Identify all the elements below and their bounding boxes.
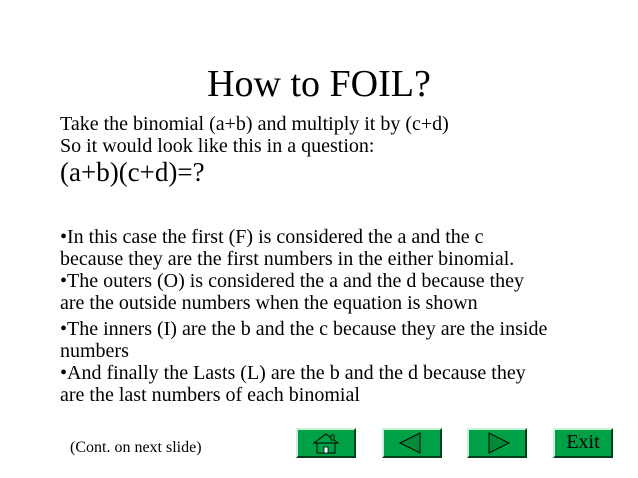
body-line: because they are the first numbers in the either binomial. <box>60 248 515 270</box>
body-line: •The outers (O) is considered the a and the d because they <box>60 270 525 292</box>
slide-title: How to FOIL? <box>207 63 431 105</box>
home-icon <box>298 430 354 456</box>
body-line: •The inners (I) are the b and the c because they are the inside <box>60 318 548 340</box>
body-line: are the outside numbers when the equation is shown <box>60 292 478 314</box>
home-button[interactable] <box>296 428 356 458</box>
back-button[interactable] <box>382 428 442 458</box>
intro-line-1: Take the binomial (a+b) and multiply it by (c+d) <box>60 113 449 135</box>
intro-line-2: So it would look like this in a question: <box>60 135 375 157</box>
body-line: •In this case the first (F) is considered the a and the c <box>60 226 484 248</box>
equation: (a+b)(c+d)=? <box>60 157 205 187</box>
exit-button[interactable] <box>553 428 613 458</box>
continuation-note: (Cont. on next slide) <box>70 439 202 456</box>
body-line: are the last numbers of each binomial <box>60 384 360 406</box>
triangle-right-icon <box>469 430 525 456</box>
body-line: •And finally the Lasts (L) are the b and the d because they <box>60 362 526 384</box>
triangle-left-icon <box>384 430 440 456</box>
forward-button[interactable] <box>467 428 527 458</box>
exit-label: Exit <box>566 431 600 453</box>
body-line: numbers <box>60 340 129 362</box>
